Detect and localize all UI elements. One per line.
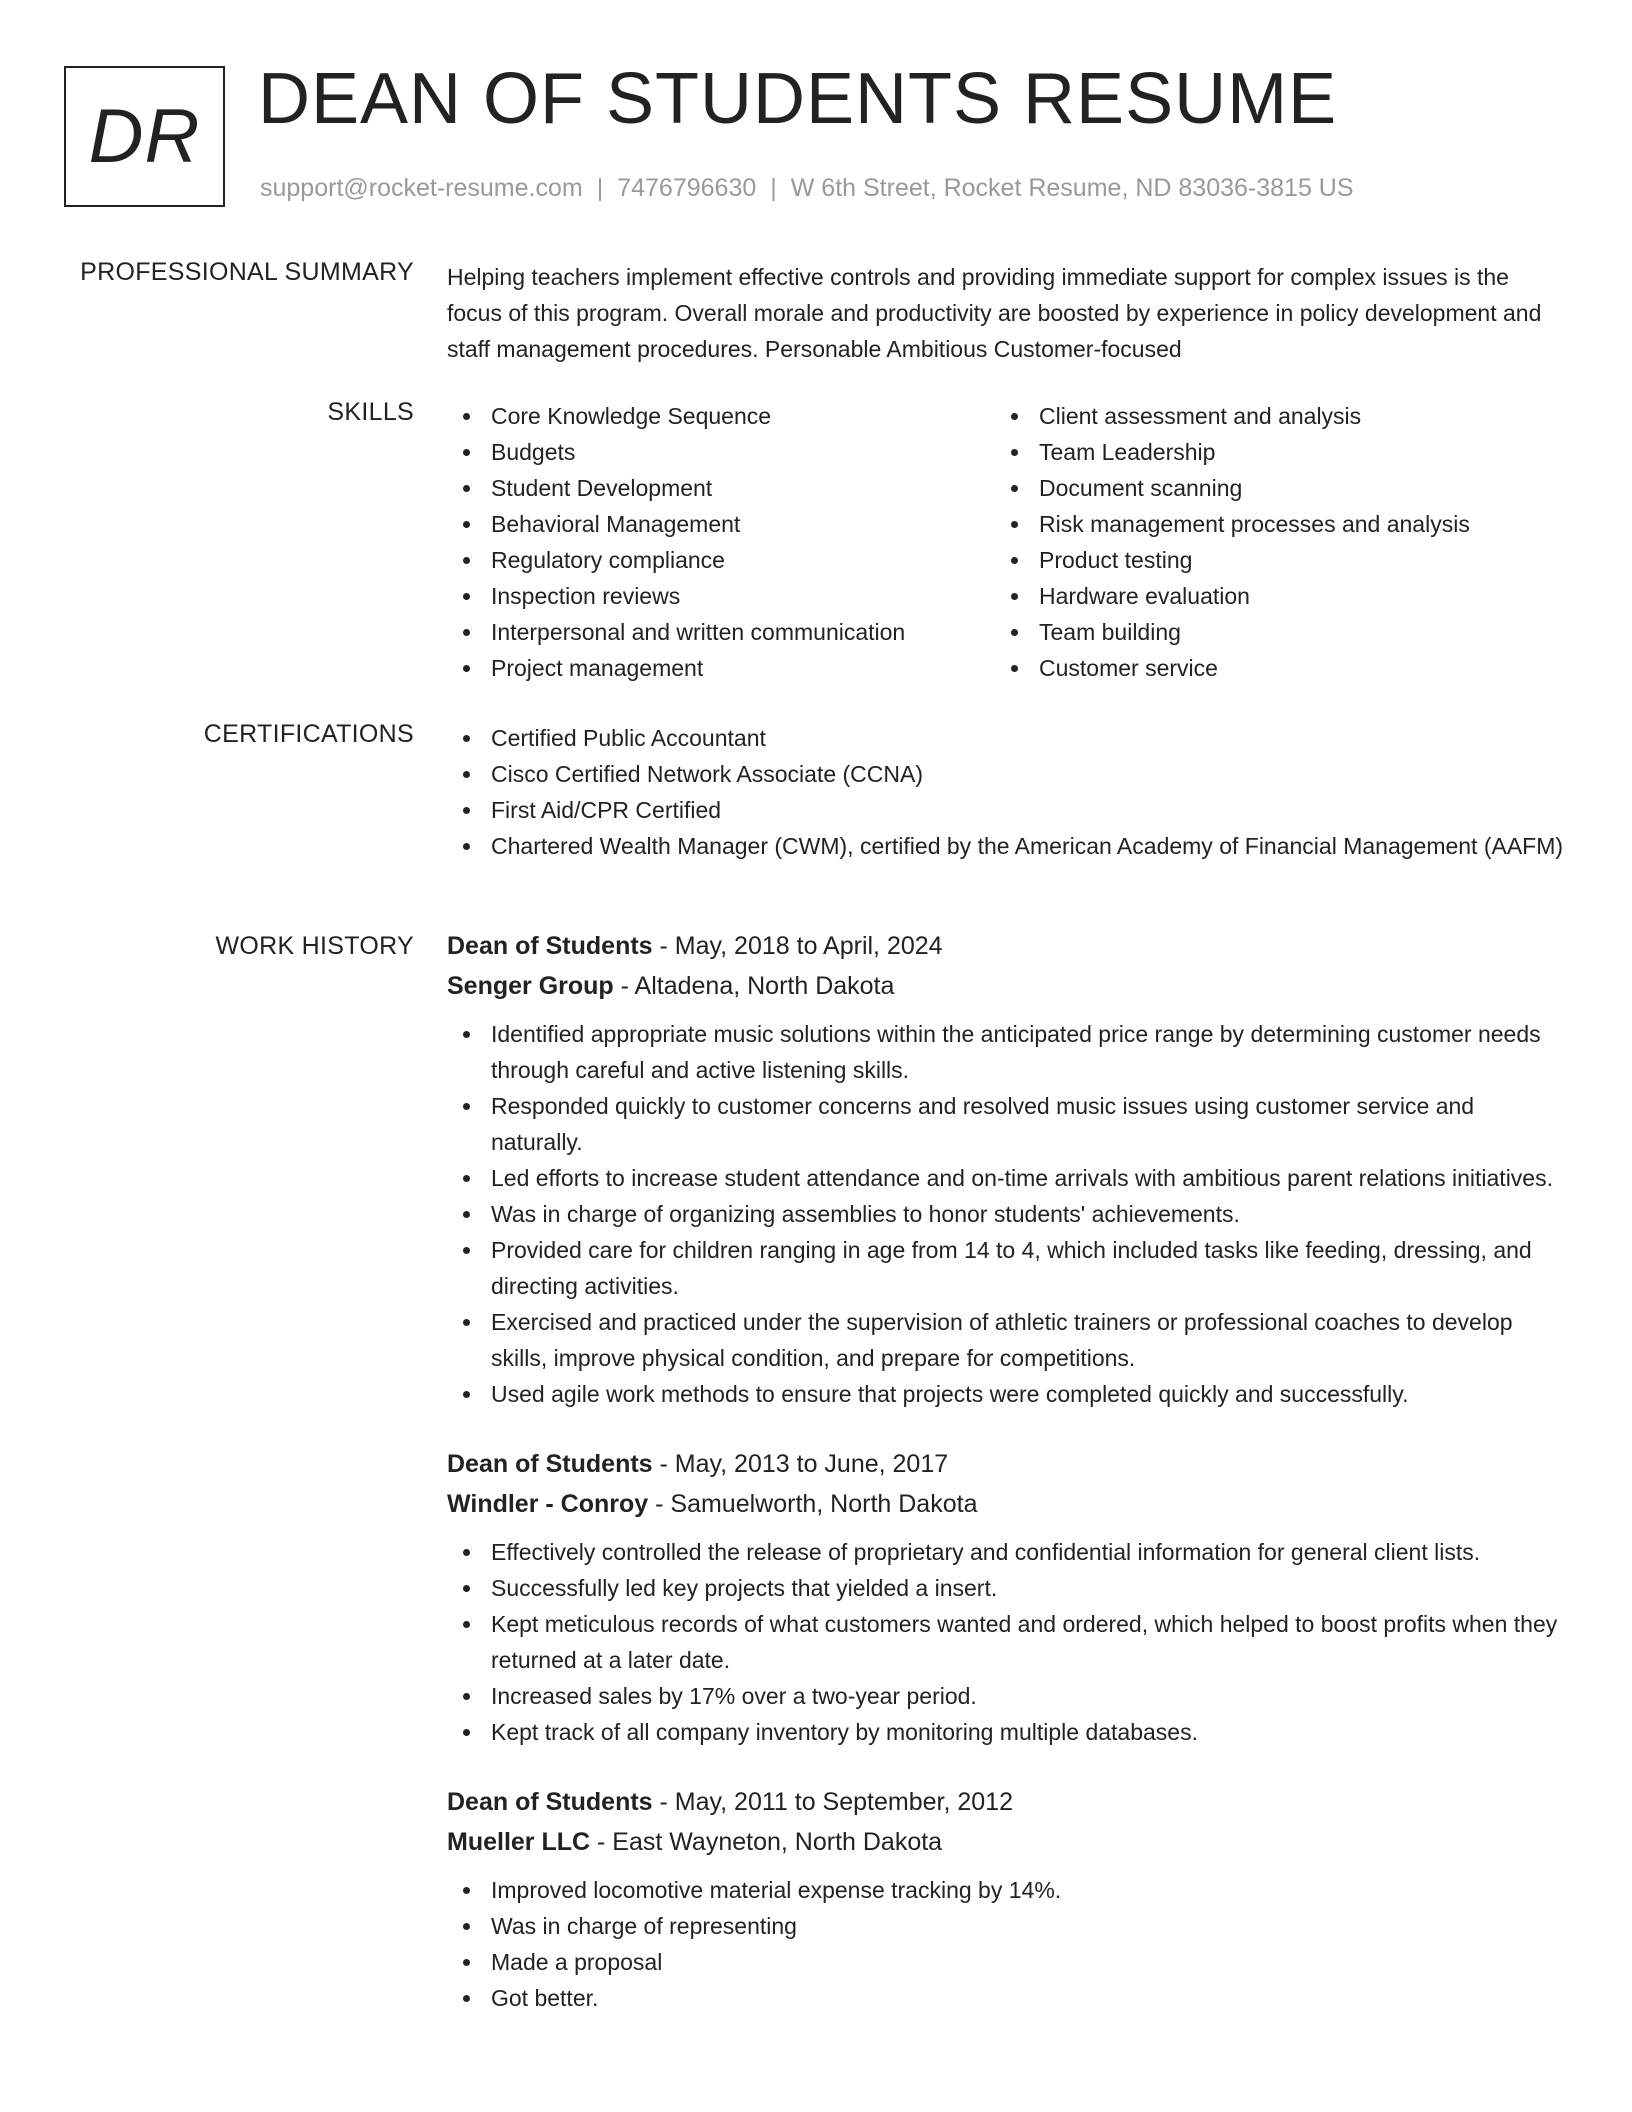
job-location: - Samuelworth, North Dakota — [648, 1490, 978, 1518]
list-item: Provided care for children ranging in age from 14 to 4, which included tasks like feeding, dressing, and directing activities. — [447, 1232, 1569, 1304]
contact-separator: | — [770, 174, 777, 202]
list-item: Inspection reviews — [447, 578, 995, 614]
list-item: Interpersonal and written communication — [447, 614, 995, 650]
certifications-body — [447, 720, 1569, 864]
skills-list-left — [447, 398, 995, 686]
list-item: Document scanning — [995, 470, 1543, 506]
list-item: Was in charge of representing — [447, 1908, 1569, 1944]
section-title-summary: PROFESSIONAL SUMMARY — [80, 258, 414, 286]
job-bullets — [447, 1016, 1569, 1412]
list-item: Kept meticulous records of what customers wanted and ordered, which helped to boost profits when they returned at a later date. — [447, 1606, 1569, 1678]
list-item: Got better. — [447, 1980, 1569, 2016]
list-item: Exercised and practiced under the supervision of athletic trainers or professional coaches to develop skills, improve physical condition, and prepare for competitions. — [447, 1304, 1569, 1376]
contact-email: support@rocket-resume.com — [260, 174, 583, 202]
contact-address: W 6th Street, Rocket Resume, ND 83036-3815 US — [790, 174, 1354, 202]
job-location: - East Wayneton, North Dakota — [590, 1828, 943, 1856]
job-company-line — [447, 1484, 1569, 1524]
job-company-line — [447, 1822, 1569, 1862]
list-item: Improved locomotive material expense tracking by 14%. — [447, 1872, 1569, 1908]
job-role: Dean of Students — [447, 1788, 653, 1816]
list-item: Risk management processes and analysis — [995, 506, 1543, 542]
section-title-work-history: WORK HISTORY — [215, 932, 414, 960]
list-item: Made a proposal — [447, 1944, 1569, 1980]
job-bullets — [447, 1872, 1569, 2016]
list-item: Was in charge of organizing assemblies to honor students' achievements. — [447, 1196, 1569, 1232]
list-item: Core Knowledge Sequence — [447, 398, 995, 434]
job-company: Mueller LLC — [447, 1828, 591, 1856]
job-location: - Altadena, North Dakota — [613, 972, 895, 1000]
contact-phone: 7476796630 — [617, 174, 757, 202]
job-entry — [447, 1782, 1569, 2016]
list-item: First Aid/CPR Certified — [447, 792, 1569, 828]
list-item: Responded quickly to customer concerns and resolved music issues using customer service and naturally. — [447, 1088, 1569, 1160]
job-role: Dean of Students — [447, 1450, 653, 1478]
list-item: Student Development — [447, 470, 995, 506]
contact-line — [260, 174, 1354, 203]
job-bullets — [447, 1534, 1569, 1750]
job-entry — [447, 926, 1569, 1412]
summary-body — [447, 259, 1569, 367]
skills-body — [447, 398, 1569, 686]
job-role-line — [447, 926, 1569, 966]
list-item: Cisco Certified Network Associate (CCNA) — [447, 756, 1569, 792]
list-item: Team Leadership — [995, 434, 1543, 470]
list-item: Project management — [447, 650, 995, 686]
resume-header — [64, 59, 1564, 210]
section-title-certifications: CERTIFICATIONS — [203, 720, 414, 748]
work-history-body — [447, 926, 1569, 2016]
job-role-line — [447, 1444, 1569, 1484]
job-dates: - May, 2011 to September, 2012 — [652, 1788, 1013, 1816]
section-title-skills: SKILLS — [327, 398, 414, 426]
resume-title: DEAN OF STUDENTS RESUME — [258, 59, 1338, 139]
list-item: Led efforts to increase student attendance and on-time arrivals with ambitious parent relations initiatives. — [447, 1160, 1569, 1196]
job-company: Senger Group — [447, 972, 614, 1000]
contact-separator: | — [596, 174, 604, 202]
job-entry — [447, 1444, 1569, 1750]
list-item: Behavioral Management — [447, 506, 995, 542]
job-company: Windler - Conroy — [447, 1490, 649, 1518]
list-item: Customer service — [995, 650, 1543, 686]
list-item: Client assessment and analysis — [995, 398, 1543, 434]
list-item: Budgets — [447, 434, 995, 470]
list-item: Effectively controlled the release of proprietary and confidential information for general client lists. — [447, 1534, 1569, 1570]
skills-list-right — [995, 398, 1543, 686]
list-item: Certified Public Accountant — [447, 720, 1569, 756]
job-role-line — [447, 1782, 1569, 1822]
job-role: Dean of Students — [447, 932, 653, 960]
monogram-badge: DR — [64, 66, 225, 207]
list-item: Successfully led key projects that yielded a insert. — [447, 1570, 1569, 1606]
list-item: Increased sales by 17% over a two-year period. — [447, 1678, 1569, 1714]
job-dates: - May, 2018 to April, 2024 — [652, 932, 943, 960]
list-item: Product testing — [995, 542, 1543, 578]
list-item: Used agile work methods to ensure that projects were completed quickly and successfully. — [447, 1376, 1569, 1412]
list-item: Regulatory compliance — [447, 542, 995, 578]
certifications-list — [447, 720, 1569, 864]
list-item: Kept track of all company inventory by monitoring multiple databases. — [447, 1714, 1569, 1750]
list-item: Hardware evaluation — [995, 578, 1543, 614]
summary-text: Helping teachers implement effective controls and providing immediate support for complex issues is the focus of this program. Overall morale and productivity are boosted by experience in policy development and staff management procedures. Personable Ambitious Customer-focused — [447, 264, 1542, 362]
list-item: Team building — [995, 614, 1543, 650]
job-company-line — [447, 966, 1569, 1006]
job-dates: - May, 2013 to June, 2017 — [652, 1450, 949, 1478]
list-item: Identified appropriate music solutions within the anticipated price range by determining customer needs through careful and active listening skills. — [447, 1016, 1569, 1088]
list-item: Chartered Wealth Manager (CWM), certified by the American Academy of Financial Management (AAFM) — [447, 828, 1569, 864]
